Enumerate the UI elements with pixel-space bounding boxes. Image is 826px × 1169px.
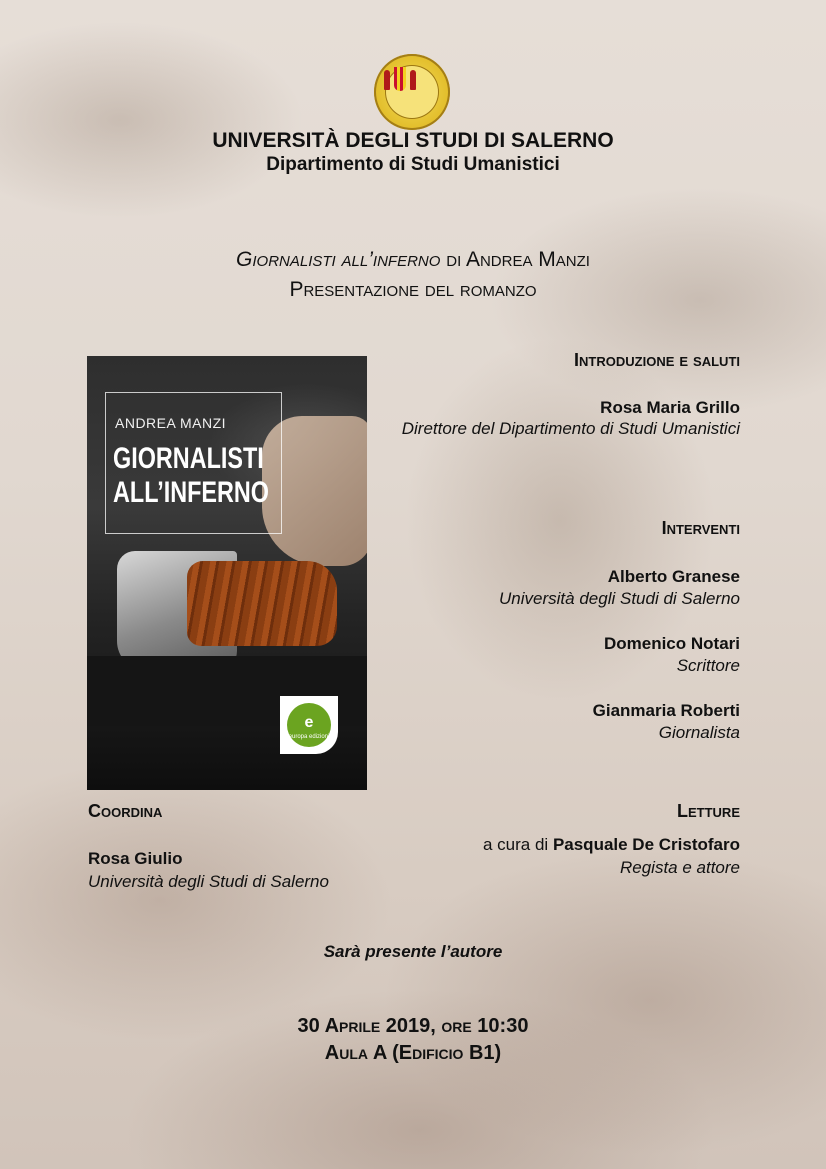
- speaker-name: Domenico Notari: [603, 634, 740, 653]
- university-seal-logo: [374, 54, 450, 130]
- readings-prefix: a cura di: [483, 835, 549, 854]
- cover-title-line: ALL’INFERNO: [113, 476, 269, 509]
- speaker-role: Giornalista: [658, 723, 740, 742]
- publisher-logo: [280, 696, 338, 754]
- by-label: di: [446, 248, 462, 271]
- department-title: Dipartimento di Studi Umanistici: [266, 154, 560, 175]
- introduction-heading: Introduzione e saluti: [574, 350, 740, 370]
- book-title: Giornalisti all’inferno: [236, 248, 441, 271]
- speaker-role: Scrittore: [676, 656, 740, 675]
- event-datetime: 30 Aprile 2019, ore 10:30: [297, 1015, 529, 1037]
- author-present-note: Sarà presente l’autore: [323, 942, 503, 961]
- speaker-name: Rosa Maria Grillo: [600, 398, 740, 417]
- cover-title: [113, 442, 269, 510]
- book-title-line: [0, 248, 826, 272]
- book-cover-image: [87, 356, 367, 790]
- cover-author: ANDREA MANZI: [115, 415, 227, 431]
- coordinator-role: Università degli Studi di Salerno: [88, 872, 329, 891]
- readings-heading: Letture: [677, 801, 740, 821]
- coordination-heading: Coordina: [88, 801, 163, 821]
- book-author: Andrea Manzi: [465, 248, 590, 271]
- coordinator-name: Rosa Giulio: [88, 849, 183, 868]
- publisher-name: europa edizioni: [288, 734, 330, 740]
- speaker-name: Alberto Granese: [607, 567, 740, 586]
- reader-role: Regista e attore: [619, 858, 740, 877]
- readings-line: [483, 835, 740, 855]
- publisher-mark: e: [304, 714, 314, 731]
- speaker-role: Direttore del Dipartimento di Studi Umanistici: [401, 419, 740, 438]
- presentation-subtitle: Presentazione del romanzo: [289, 278, 537, 301]
- cover-title-line: GIORNALISTI: [113, 442, 264, 475]
- speaker-name: Gianmaria Roberti: [592, 701, 740, 720]
- speaker-role: Università degli Studi di Salerno: [499, 589, 740, 608]
- reader-name: Pasquale De Cristofaro: [552, 835, 740, 854]
- interventions-heading: Interventi: [661, 518, 740, 538]
- university-title: UNIVERSITÀ DEGLI STUDI DI SALERNO: [212, 129, 614, 152]
- event-venue: Aula A (Edificio B1): [324, 1042, 502, 1064]
